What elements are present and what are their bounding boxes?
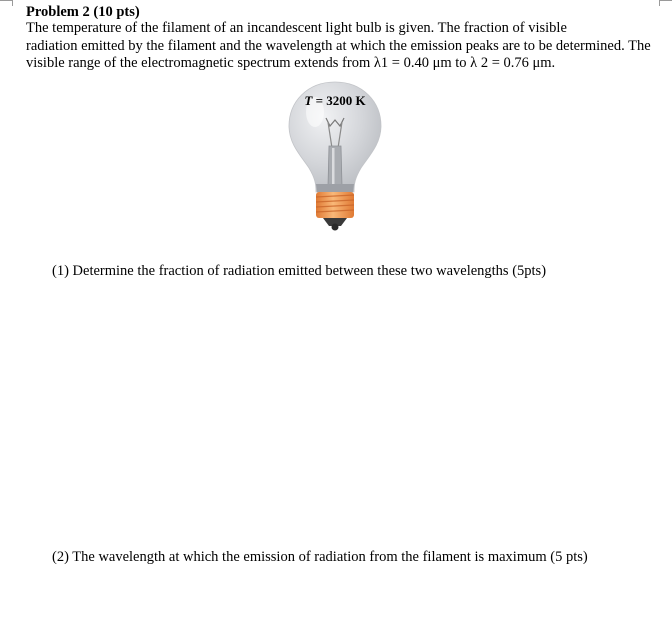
question-2: (2) The wavelength at which the emission of radiation from the filament is maximum (5 pts) <box>52 549 588 565</box>
question-1: (1) Determine the fraction of radiation emitted between these two wavelengths (5pts) <box>52 263 547 279</box>
page-corner-left <box>0 0 12 1</box>
temperature-value: = 3200 K <box>315 93 366 108</box>
problem-statement-line: radiation emitted by the filament and the wavelength at which the emission peaks are to be determined. The <box>26 37 651 54</box>
problem-statement-line: visible range of the electromagnetic spectrum extends from λ1 = 0.40 μm to λ 2 = 0.76 μm. <box>26 55 556 71</box>
light-bulb-figure <box>285 80 385 232</box>
page-corner-left-tick <box>12 0 13 6</box>
temperature-label <box>298 93 372 109</box>
problem-title: Problem 2 (10 pts) <box>26 4 140 20</box>
problem-statement <box>26 20 666 73</box>
bulb-stem <box>328 146 342 186</box>
temperature-variable: T <box>304 93 313 108</box>
page-corner-right <box>660 0 672 1</box>
problem-statement-line: The temperature of the filament of an incandescent light bulb is given. The fraction of visible <box>26 20 567 36</box>
page-corner-right-tick <box>659 0 660 6</box>
stem-shine <box>332 148 335 184</box>
base-tip <box>332 224 339 231</box>
bulb-neck <box>316 184 354 192</box>
